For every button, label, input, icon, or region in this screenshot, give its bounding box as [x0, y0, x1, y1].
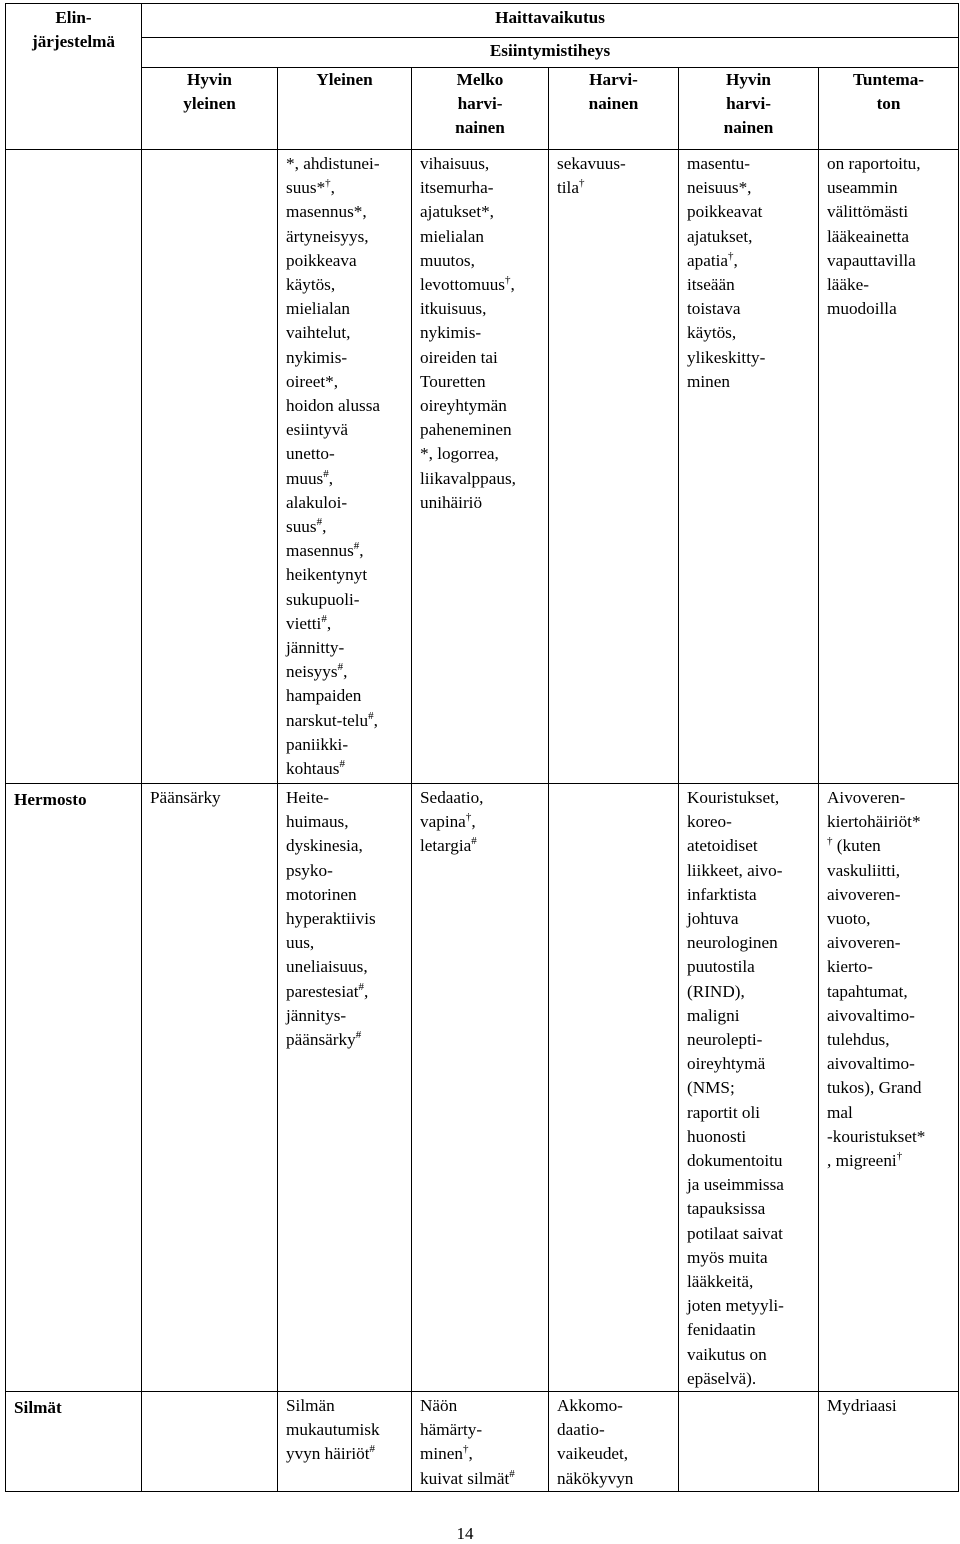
header-common: Yleinen: [278, 68, 412, 150]
header-uncommon: Melko harvi- nainen: [412, 68, 549, 150]
nervous-unknown-cell: Aivoveren- kiertohäiriöt* † (kuten vaskuliitti, aivoveren- vuoto, aivoveren- kierto- tapahtumat, aivovaltimo- tulehdus, aivovaltimo- tukos), Grand mal -kouristukset* , migreeni†: [819, 784, 959, 1392]
nervous-very-rare-cell: Kouristukset, koreo- atetoidiset liikkeet, aivo- infarktista johtuva neurologinen puutostila (RIND), maligni neurolepti- oireyhtymä (NMS; raportit oli huonosti dokumentoitu ja useimmissa tapauksissa potilaat saivat myös muita lääkkeitä, joten metyyli- fenidaatin vaikutus on epäselvä).: [679, 784, 819, 1392]
header-very-common: Hyvin yleinen: [142, 68, 278, 150]
adverse-effects-table: [5, 3, 959, 1492]
psych-system-cell: [6, 150, 142, 784]
psych-unknown-cell: on raportoitu, useammin välittömästi lääkeainetta vapauttavilla lääke- muodoilla: [819, 150, 959, 784]
nervous-uncommon-cell: Sedaatio, vapina†, letargia#: [412, 784, 549, 1392]
header-haittavaikutus: Haittavaikutus: [142, 4, 959, 38]
header-rare: Harvi- nainen: [549, 68, 679, 150]
psych-very-rare-cell: masentu- neisuus*, poikkeavat ajatukset, apatia†, itseään toistava käytös, ylikeskitty- minen: [679, 150, 819, 784]
eyes-very-rare-cell: [679, 1392, 819, 1492]
header-unknown: Tuntema- ton: [819, 68, 959, 150]
psych-common-cell: *, ahdistunei- suus*†, masennus*, ärtyneisyys, poikkeava käytös, mielialan vaihtelut, nykimis- oireet*, hoidon alussa esiintyvä unetto- muus#, alakuloi- suus#, masennus#, heikentynyt sukupuoli- vietti#, jännitty- neisyys#, hampaiden narskut-telu#, paniikki- kohtaus#: [278, 150, 412, 784]
psych-very-common-cell: [142, 150, 278, 784]
nervous-system-label: Hermosto: [6, 784, 142, 1392]
header-frequency: Esiintymistiheys: [142, 38, 959, 68]
eyes-common-cell: Silmän mukautumisk yvyn häiriöt#: [278, 1392, 412, 1492]
psych-uncommon-cell: vihaisuus, itsemurha- ajatukset*, mielialan muutos, levottomuus†, itkuisuus, nykimis- oireiden tai Touretten oireyhtymän paheneminen *, logorrea, liikavalppaus, unihäiriö: [412, 150, 549, 784]
eyes-rare-cell: Akkomo- daatio- vaikeudet, näkökyvyn: [549, 1392, 679, 1492]
psych-rare-cell: sekavuus- tila†: [549, 150, 679, 784]
eyes-uncommon-cell: Näön hämärty- minen†, kuivat silmät#: [412, 1392, 549, 1492]
eyes-system-label: Silmät: [6, 1392, 142, 1492]
header-organ-system: Elin- järjestelmä: [6, 4, 142, 150]
nervous-rare-cell: [549, 784, 679, 1392]
page-number: 14: [456, 1524, 474, 1543]
nervous-common-cell: Heite- huimaus, dyskinesia, psyko- motorinen hyperaktiivis uus, uneliaisuus, parestesiat#, jännitys- päänsärky#: [278, 784, 412, 1392]
eyes-very-common-cell: [142, 1392, 278, 1492]
header-very-rare: Hyvin harvi- nainen: [679, 68, 819, 150]
eyes-unknown-cell: Mydriaasi: [819, 1392, 959, 1492]
nervous-very-common-cell: Päänsärky: [142, 784, 278, 1392]
